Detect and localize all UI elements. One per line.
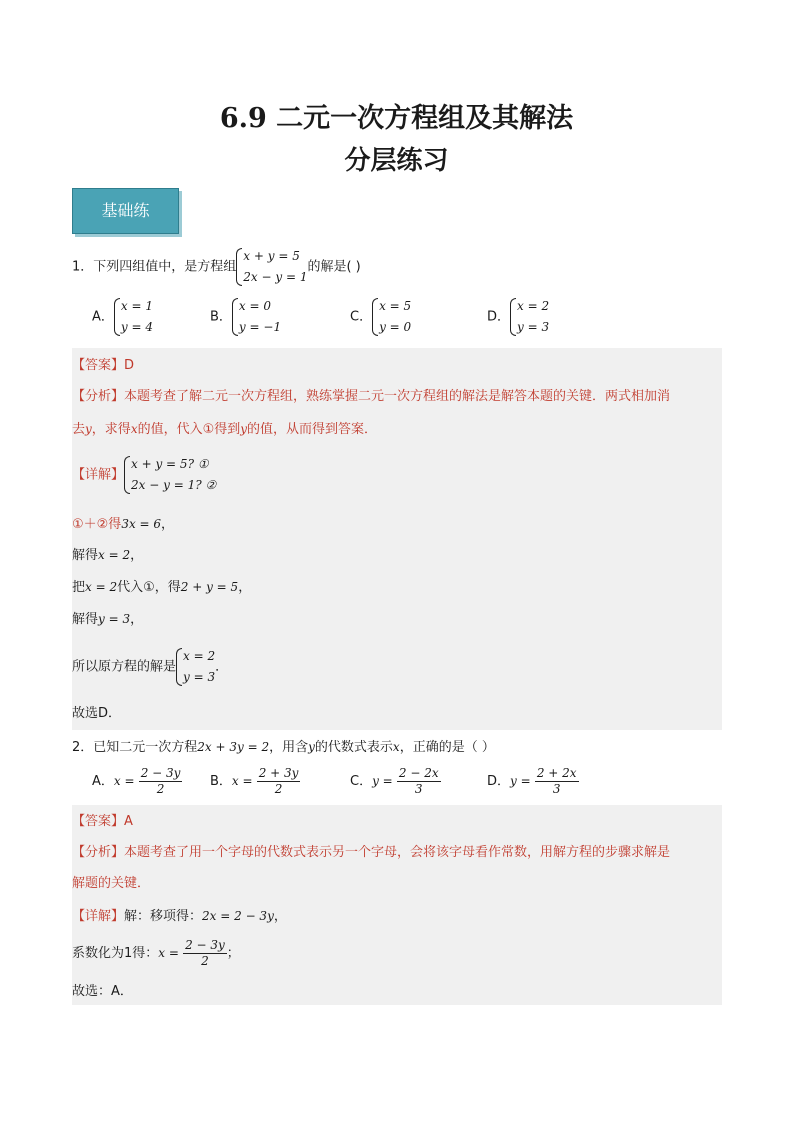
q1-detail: 【详解】 x + y = 5? ① 2x − y = 1? ② bbox=[72, 454, 216, 496]
q1-suffix: 的解是( ) bbox=[307, 259, 361, 275]
q1-detail-system: x + y = 5? ① 2x − y = 1? ② bbox=[124, 454, 216, 496]
q2-answer: 【答案】A bbox=[72, 814, 133, 829]
q2-answer-box bbox=[72, 805, 722, 1005]
q2-option-b: B．x = $\frac{2 + 3y}{2}$ bbox=[210, 766, 299, 796]
q2-option-c: C．y = $\frac{2 - 2x}{3}$ bbox=[350, 766, 439, 796]
q2-analysis-line-2: 解题的关键． bbox=[72, 876, 151, 891]
q1-step-5: 所以原方程的解是 x = 2 y = 3 ． bbox=[72, 646, 228, 688]
q1-step-4: 解得y = 3， bbox=[72, 612, 144, 627]
q1-step-2: 解得x = 2， bbox=[72, 548, 144, 563]
q1-prefix: 1．下列四组值中，是方程组 bbox=[72, 259, 237, 275]
section-badge: 基础练 bbox=[72, 188, 179, 234]
q1-analysis-line-2: 去y，求得x的值，代入①得到y的值，从而得到答案． bbox=[72, 422, 378, 437]
q2-conclusion: 故选：A． bbox=[72, 984, 133, 999]
q1-system: x + y = 5 2x − y = 1 bbox=[236, 246, 307, 288]
q1-answer: 【答案】D bbox=[72, 358, 135, 373]
q2-analysis-line-1: 【分析】本题考查了用一个字母的代数式表示另一个字母，会将该字母看作常数，用解方程的步骤求解是 bbox=[72, 845, 671, 860]
q1-step-1: ①＋②得3x = 6， bbox=[72, 517, 175, 532]
q1-option-b: B． x = 0 y = −1 bbox=[210, 296, 281, 338]
q1-analysis-line-1: 【分析】本题考查了解二元一次方程组，熟练掌握二元一次方程组的解法是解答本题的关键．两式相加消 bbox=[72, 389, 671, 404]
q1-solution-system: x = 2 y = 3 bbox=[176, 646, 215, 688]
q1-option-c: C． x = 5 y = 0 bbox=[350, 296, 411, 338]
q2-detail: 【详解】解：移项得：2x = 2 − 3y， bbox=[72, 909, 287, 924]
question-1 bbox=[72, 246, 361, 288]
q1-conclusion: 故选D． bbox=[72, 706, 122, 721]
q2-option-d: D．y = $\frac{2 + 2x}{3}$ bbox=[487, 766, 577, 796]
question-2: 2．已知二元一次方程2x + 3y = 2，用含y的代数式表示x，正确的是（ ） bbox=[72, 740, 495, 755]
q2-option-a: A．x = $\frac{2 - 3y}{2}$ bbox=[92, 766, 181, 796]
q1-option-a: A． x = 1 y = 4 bbox=[92, 296, 153, 338]
q1-step-3: 把x = 2代入①，得2 + y = 5， bbox=[72, 580, 252, 595]
page-subtitle: 分层练习 bbox=[344, 146, 449, 176]
q2-step-2: 系数化为1得：x = $\frac{2 - 3y}{2}$ ； bbox=[72, 938, 240, 968]
q1-option-d: D． x = 2 y = 3 bbox=[487, 296, 549, 338]
page-title: 6.9 二元一次方程组及其解法 bbox=[219, 103, 574, 134]
